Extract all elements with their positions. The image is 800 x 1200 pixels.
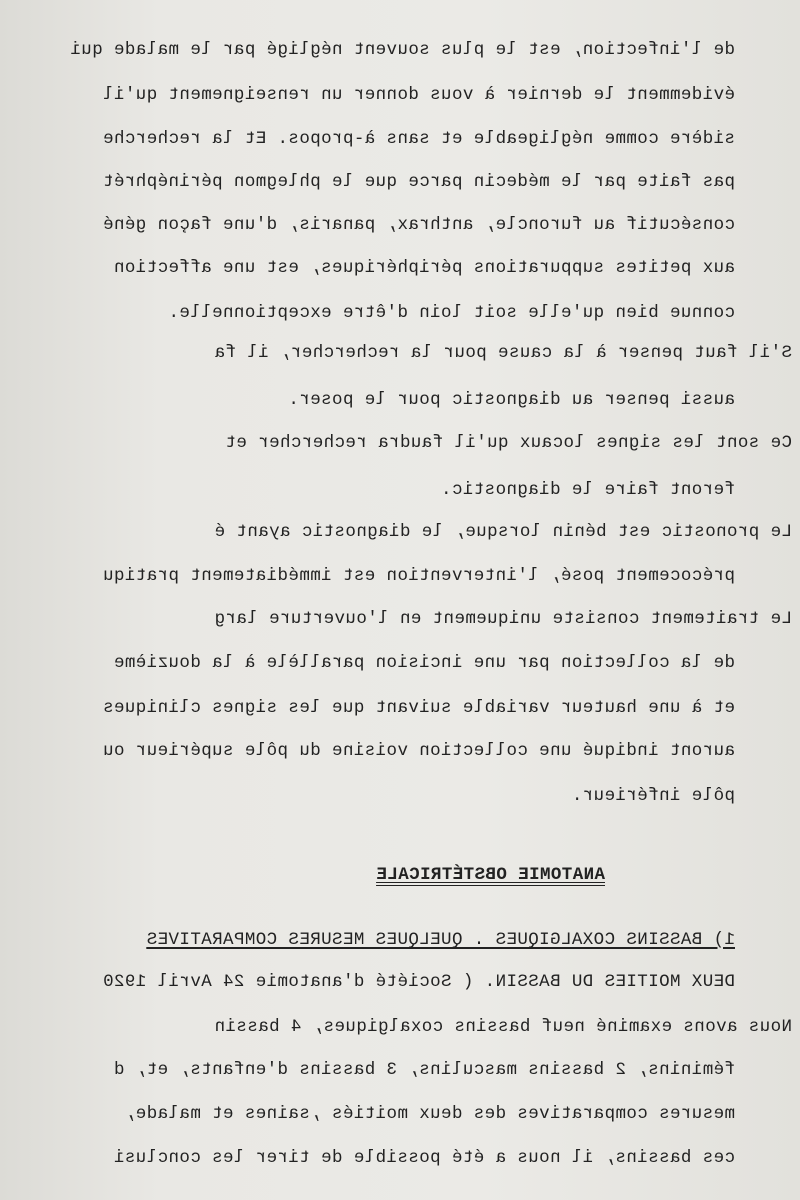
text-line: aux petites suppurations périphériques, est une affection xyxy=(113,258,735,278)
section-heading: ANATOMIE OBSTÉTRICALE xyxy=(376,865,605,885)
text-line: pas faite par le médecin parce que le phlegmon périnéphrét xyxy=(102,172,735,192)
text-line: évidemment le dernier à vous donner un renseignement qu'il xyxy=(102,85,735,105)
text-line: pôle inférieur. xyxy=(571,786,735,806)
text-line: ces bassins, il nous a été possible de tirer les conclusi xyxy=(113,1148,735,1168)
text-line: S'il faut penser à la cause pour la rechercher, il fa xyxy=(214,343,792,363)
text-line: Le traitement consiste uniquement en l'ouverture larg xyxy=(214,609,792,629)
article-title-line: 1) BASSINS COXALGIQUES . QUELQUES MESURES COMPARATIVES xyxy=(146,930,735,950)
text-line: de la collection par une incision parallèle à la douzième xyxy=(113,653,735,673)
text-line: mesures comparatives des deux moitiés ,saines et malade, xyxy=(124,1104,735,1124)
text-line: connue bien qu'elle soit loin d'être exceptionnelle. xyxy=(168,303,735,323)
text-line: Nous avons examiné neuf bassins coxalgiques, 4 bassin xyxy=(214,1017,792,1037)
text-line: auront indiqué une collection voisine du pôle supérieur ou xyxy=(102,741,735,761)
text-line: de l'infection, est le plus souvent négligé par le malade qui xyxy=(69,40,735,60)
text-line: sidère comme négligeable et sans à-propos. Et la recherche xyxy=(102,129,735,149)
article-title-line: DEUX MOITIES DU BASSIN. ( Société d'anatomie 24 Avril 1920 xyxy=(102,972,735,992)
text-line: feront faire le diagnostic. xyxy=(440,480,735,500)
text-line: aussi penser au diagnostic pour le poser. xyxy=(288,390,735,410)
text-line: précocement posé, l'intervention est immédiatement pratiqu xyxy=(102,566,735,586)
text-line: Le pronostic est bénin lorsque, le diagnostic ayant é xyxy=(214,522,792,542)
text-line: Ce sont les signes locaux qu'il faudra rechercher et xyxy=(225,433,792,453)
text-line: féminins, 2 bassins masculins, 3 bassins d'enfants, et, d xyxy=(113,1060,735,1080)
text-line: consécutif au furoncle, anthrax, panaris, d'une façon géné xyxy=(102,215,735,235)
text-line: et à une hauteur variable suivant que les signes cliniques xyxy=(102,698,735,718)
